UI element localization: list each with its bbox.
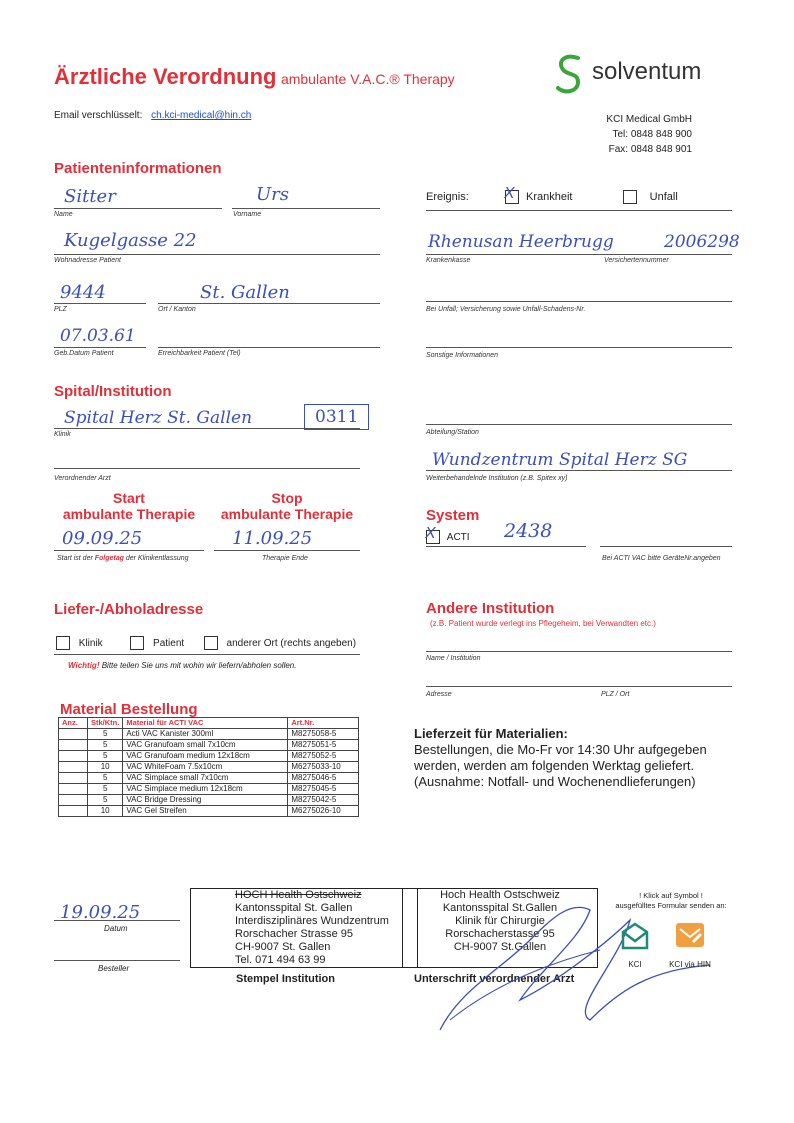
lieferzeit-line2: werden, werden am folgenden Werktag geliefert. [414,758,695,773]
system-number-value[interactable]: 2438 [504,520,553,542]
delivery-options [56,636,356,650]
material-name-cell: Acti VAC Kanister 300ml [123,729,288,740]
material-qty-cell[interactable] [59,751,88,762]
unfall-label: Unfall [649,190,678,203]
material-pack-cell: 10 [88,762,123,773]
stamp2-line: Kantonsspital St.Gallen [442,902,558,914]
material-qty-cell[interactable] [59,740,88,751]
lieferzeit-line1: Bestellungen, die Mo-Fr vor 14:30 Uhr aufgegeben [414,742,707,757]
ort-label: Ort / Kanton [158,306,196,313]
klinik-label: Klinik [54,431,71,438]
send-note [606,891,736,911]
delivery-klinik-checkbox[interactable] [56,636,70,650]
material-row [59,751,359,762]
material-artnr-cell: M6275033-10 [288,762,359,773]
delivery-other-checkbox[interactable] [204,636,218,650]
material-artnr-cell: M8275042-5 [288,795,359,806]
wichtig-label: Wichtig! [68,661,100,670]
material-artnr-cell: M8275058-5 [288,729,359,740]
form-subtitle: ambulante V.A.C.® Therapy [280,71,455,87]
company-tel: Tel: 0848 848 900 [612,129,692,140]
arzt-label: Verordnender Arzt [54,475,111,482]
delivery-note-text: Bitte teilen Sie uns mit wohin wir liefern/abholen sollen. [99,661,297,670]
material-name-cell: VAC Simplace medium 12x18cm [123,784,288,795]
lieferzeit-line3: (Ausnahme: Notfall- und Wochenendlieferungen) [414,774,696,789]
abteilung-label: Abteilung/Station [426,429,479,436]
institution-stamp [190,888,418,968]
stamp-institution-label: Stempel Institution [236,973,335,985]
stop-title-2: ambulante Therapie [220,506,354,522]
other-subtitle: (z.B. Patient wurde verlegt ins Pflegeheim, bei Verwandten etc.) [430,619,656,628]
material-row [59,773,359,784]
material-section-title: Material Bestellung [60,701,198,718]
krankheit-label: Krankheit [525,190,573,203]
kci-label: KCI [628,960,642,969]
spital-section-title: Spital/Institution [54,383,172,400]
kci-send-button[interactable] [620,922,650,969]
other-plz-label: PLZ / Ort [601,691,630,698]
start-title-2: ambulante Therapie [62,506,196,522]
start-note: Start ist der Folgetag der Klinikentlassung [57,555,189,562]
stamp2-line: Rorschacherstasse 95 [445,928,555,940]
send-note-2: ausgefülltes Formular senden an: [615,901,727,910]
col-artnr: Art.Nr. [288,718,359,729]
material-artnr-cell: M8275045-5 [288,784,359,795]
other-address-label: Adresse [426,691,452,698]
stamp2-line: CH-9007 St.Gallen [453,941,547,953]
material-pack-cell: 10 [88,806,123,817]
secure-mail-icon [675,922,705,948]
kci-hin-label: KCI via HIN [669,960,711,969]
stop-title-1: Stop [271,490,303,506]
stop-date-value[interactable]: 11.09.25 [232,528,313,549]
besteller-label: Besteller [98,964,130,973]
material-qty-cell[interactable] [59,784,88,795]
material-name-cell: VAC Simplace small 7x10cm [123,773,288,784]
reach-label: Erreichbarkeit Patient (Tel) [158,350,241,357]
stamp2-line: Klinik für Chirurgie [455,915,545,927]
stamp1-line: Kantonsspital St. Gallen [235,902,353,914]
material-pack-cell: 5 [88,784,123,795]
datum-label: Datum [104,924,128,933]
stamp2-line: Hoch Health Ostschweiz [440,889,560,901]
acti-option [425,525,470,544]
krankheit-checkbox[interactable]: X [505,190,519,204]
material-artnr-cell: M8275046-5 [288,773,359,784]
delivery-other-label: anderer Ort (rechts angeben) [226,637,357,649]
kasse-label: Krankenkasse [426,257,471,264]
material-qty-cell[interactable] [59,762,88,773]
lieferzeit-title: Lieferzeit für Materialien: [414,726,568,741]
weiter-label: Weiterbehandelnde Institution (z.B. Spitex xy) [426,475,568,482]
col-material: Material für ACTI VAC [123,718,288,729]
stop-title [214,490,360,522]
kasse-value[interactable]: Rhenusan Heerbrugg [428,232,614,252]
doctor-signature-label: Unterschrift verordnender Arzt [414,973,575,985]
delivery-note [68,661,296,670]
weiter-value[interactable]: Wundzentrum Spital Herz SG [432,450,688,470]
acti-checkbox[interactable]: X [426,530,440,544]
kci-hin-send-button[interactable] [668,922,712,969]
email-envelope-icon [620,922,650,950]
stamp1-line: Tel. 071 494 63 99 [235,954,326,966]
unfall-checkbox[interactable] [623,190,637,204]
start-title-1: Start [113,490,145,506]
order-date-value[interactable]: 19.09.25 [60,902,141,923]
material-row [59,795,359,806]
unfall-info-label: Bei Unfall; Versicherung sowie Unfall-Schadens-Nr. [426,306,586,313]
material-artnr-cell: M8275051-5 [288,740,359,751]
material-row [59,762,359,773]
material-qty-cell[interactable] [59,806,88,817]
event-label: Ereignis: [426,190,469,203]
vorname-label: Vorname [233,211,262,218]
system-note: Bei ACTI VAC bitte GeräteNr.angeben [602,555,721,562]
material-pack-cell: 5 [88,729,123,740]
material-pack-cell: 5 [88,751,123,762]
lieferzeit-block [414,726,707,790]
stamp1-line: Rorschacher Strasse 95 [235,928,353,940]
acti-label: ACTI [446,531,470,543]
material-qty-cell[interactable] [59,795,88,806]
material-row [59,806,359,817]
col-stk: Stk/Ktn. [88,718,123,729]
delivery-patient-label: Patient [153,637,185,649]
patient-vorname-value[interactable]: Urs [256,184,290,205]
patient-section-title: Patienteninformationen [54,160,222,177]
material-pack-cell: 5 [88,740,123,751]
vers-value[interactable]: 2006298 [664,232,740,252]
material-pack-cell: 5 [88,795,123,806]
material-row [59,729,359,740]
delivery-klinik-label: Klinik [78,637,103,649]
email-row [54,110,251,121]
material-table [58,717,359,817]
material-name-cell: VAC Granufoam small 7x10cm [123,740,288,751]
klinik-value[interactable]: Spital Herz St. Gallen [64,408,253,428]
company-name: KCI Medical GmbH [606,114,692,125]
material-qty-cell[interactable] [59,729,88,740]
start-date-value[interactable]: 09.09.25 [62,528,143,549]
plz-label: PLZ [54,306,67,313]
other-section-title: Andere Institution [426,600,555,617]
material-name-cell: VAC Bridge Dressing [123,795,288,806]
material-name-cell: VAC Granufoam medium 12x18cm [123,751,288,762]
material-artnr-cell: M6275026-10 [288,806,359,817]
vers-label: Versichertennummer [604,257,669,264]
col-anz: Anz. [59,718,88,729]
dob-value[interactable]: 07.03.61 [60,326,136,346]
name-label: Name [54,211,73,218]
address-value[interactable]: Kugelgasse 22 [64,230,197,251]
material-row [59,740,359,751]
company-info [560,112,692,157]
plz-value[interactable]: 9444 [60,282,106,303]
material-pack-cell: 5 [88,773,123,784]
material-header-row [59,718,359,729]
brand-name: solventum [592,58,702,85]
patient-name-value[interactable]: Sitter [64,186,116,207]
material-artnr-cell: M8275052-5 [288,751,359,762]
page-title [54,64,455,90]
email-label: Email verschlüsselt: [54,110,143,121]
stop-note: Therapie Ende [262,555,308,562]
form-title: Ärztliche Verordnung [54,64,277,89]
klinik-code-value[interactable]: 0311 [304,404,369,430]
start-title [54,490,204,522]
address-label: Wohnadresse Patient [54,257,121,264]
stamp1-line: HOCH Health Ostschweiz [235,889,362,901]
material-qty-cell[interactable] [59,773,88,784]
event-row [426,185,678,204]
system-section-title: System [426,507,480,524]
stamp1-line: CH-9007 St. Gallen [235,941,331,953]
solventum-logo [552,52,586,101]
dob-label: Geb.Datum Patient [54,350,114,357]
company-fax: Fax: 0848 848 901 [608,144,692,155]
ort-value[interactable]: St. Gallen [200,282,290,303]
delivery-section-title: Liefer-/Abholadresse [54,601,204,618]
solventum-s-icon [552,52,586,96]
sonstige-label: Sonstige Informationen [426,352,498,359]
material-name-cell: VAC WhiteFoam 7.5x10cm [123,762,288,773]
stamp1-line: Interdisziplinäres Wundzentrum [235,915,389,927]
other-name-label: Name / Institution [426,655,481,662]
material-name-cell: VAC Gel Streifen [123,806,288,817]
email-link[interactable]: ch.kci-medical@hin.ch [151,110,252,121]
material-row [59,784,359,795]
send-note-1: ! Klick auf Symbol ! [639,891,703,900]
delivery-patient-checkbox[interactable] [130,636,144,650]
